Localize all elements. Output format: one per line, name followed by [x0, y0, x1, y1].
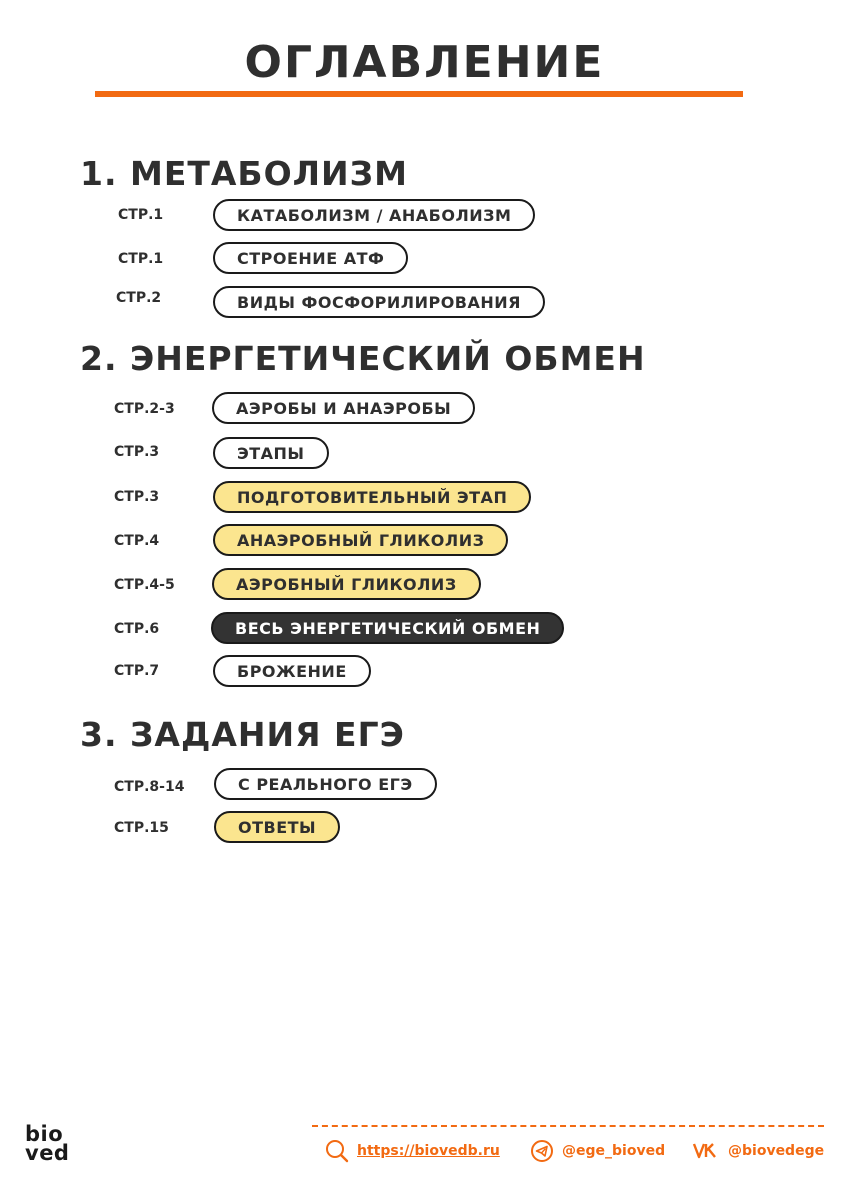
telegram-handle: @ege_bioved [562, 1143, 666, 1159]
toc-item-real-exam[interactable]: С РЕАЛЬНОГО ЕГЭ [214, 768, 437, 800]
page-number: СТР.4 [114, 533, 160, 549]
page-number: СТР.3 [114, 444, 160, 460]
page-number: СТР.8-14 [114, 779, 185, 795]
section-heading-exam-tasks: 3. ЗАДАНИЯ ЕГЭ [80, 715, 405, 754]
toc-item-answers[interactable]: ОТВЕТЫ [214, 811, 340, 843]
toc-item-stages[interactable]: ЭТАПЫ [213, 437, 329, 469]
footer-divider [312, 1125, 824, 1127]
website-link[interactable] [325, 1138, 500, 1164]
search-icon [325, 1139, 349, 1163]
page-number: СТР.2-3 [114, 401, 175, 417]
page-number: СТР.6 [114, 621, 160, 637]
bioved-logo [25, 1122, 70, 1165]
logo-line-1: bio [25, 1122, 64, 1146]
toc-item-phosphorylation-types[interactable]: ВИДЫ ФОСФОРИЛИРОВАНИЯ [213, 286, 545, 318]
logo-line-2: ved [25, 1141, 70, 1165]
page-title: ОГЛАВЛЕНИЕ [244, 37, 605, 88]
page-number: СТР.4-5 [114, 577, 175, 593]
section-heading-metabolism: 1. МЕТАБОЛИЗМ [80, 154, 408, 193]
page-number: СТР.3 [114, 489, 160, 505]
page-number: СТР.1 [118, 251, 164, 267]
toc-item-atp-structure[interactable]: СТРОЕНИЕ АТФ [213, 242, 408, 274]
page-number: СТР.1 [118, 207, 164, 223]
toc-item-aerobic-glycolysis[interactable]: АЭРОБНЫЙ ГЛИКОЛИЗ [212, 568, 481, 600]
title-underline [95, 91, 743, 97]
telegram-icon [530, 1139, 554, 1163]
website-url: https://biovedb.ru [357, 1143, 500, 1159]
telegram-link[interactable] [530, 1138, 665, 1164]
page-number: СТР.15 [114, 820, 169, 836]
page-number: СТР.2 [116, 290, 162, 306]
vk-link[interactable] [692, 1138, 824, 1164]
vk-handle: @biovedege [728, 1143, 825, 1159]
page-number: СТР.7 [114, 663, 160, 679]
toc-item-aerobes-anaerobes[interactable]: АЭРОБЫ И АНАЭРОБЫ [212, 392, 475, 424]
toc-item-anaerobic-glycolysis[interactable]: АНАЭРОБНЫЙ ГЛИКОЛИЗ [213, 524, 508, 556]
toc-item-full-energy-exchange[interactable]: ВЕСЬ ЭНЕРГЕТИЧЕСКИЙ ОБМЕН [211, 612, 564, 644]
toc-item-catabolism-anabolism[interactable]: КАТАБОЛИЗМ / АНАБОЛИЗМ [213, 199, 535, 231]
section-heading-energy-exchange: 2. ЭНЕРГЕТИЧЕСКИЙ ОБМЕН [80, 339, 646, 378]
toc-item-preparatory-stage[interactable]: ПОДГОТОВИТЕЛЬНЫЙ ЭТАП [213, 481, 531, 513]
toc-item-fermentation[interactable]: БРОЖЕНИЕ [213, 655, 371, 687]
vk-icon [692, 1139, 720, 1163]
